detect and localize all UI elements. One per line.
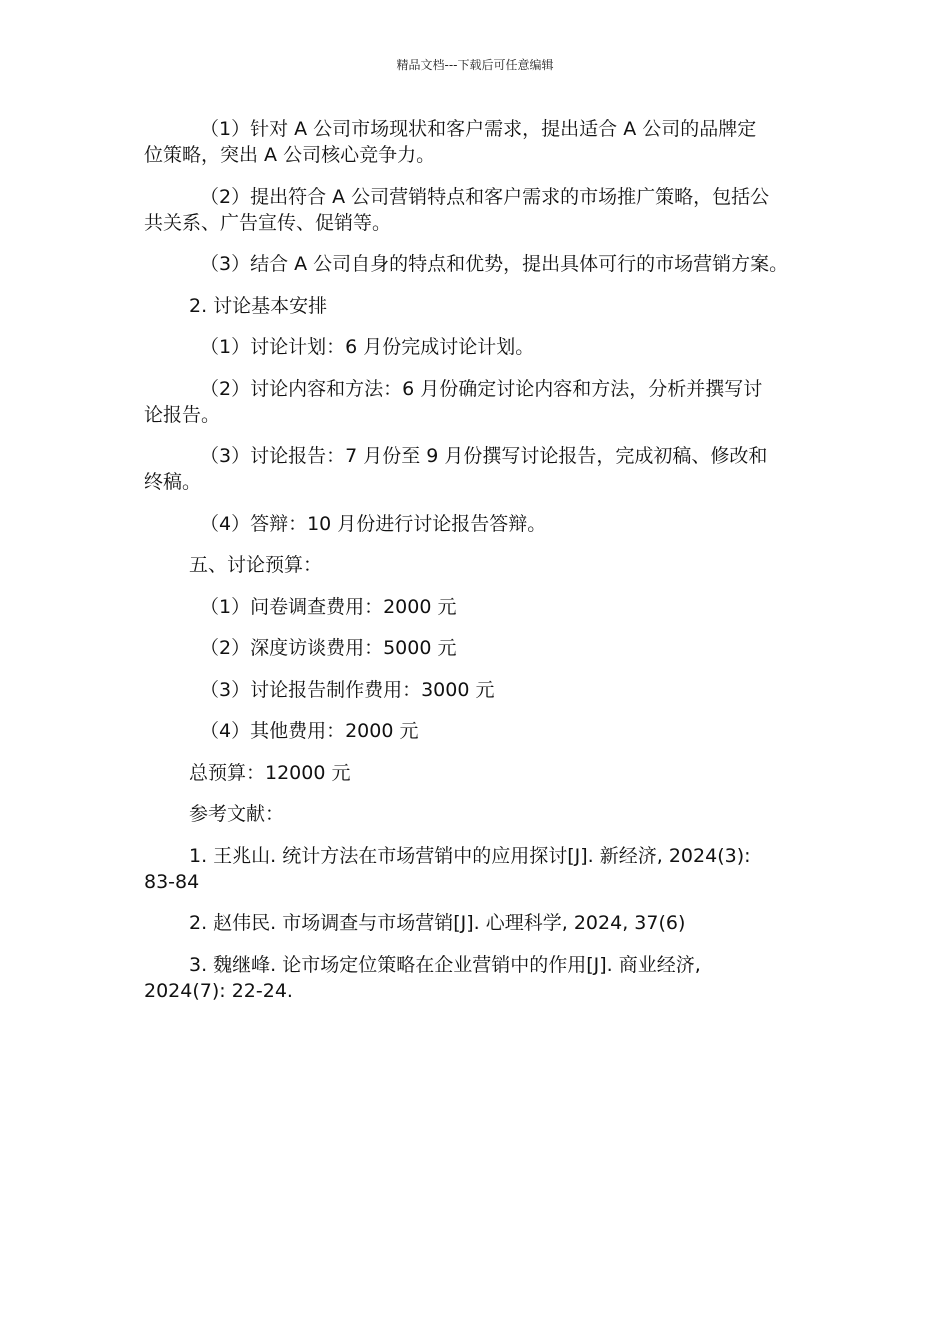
page-header: 精品文档---下载后可任意编辑 [396,58,554,72]
schedule-item-report: （3）讨论报告：7 月份至 9 月份撰写讨论报告，完成初稿、修改和 终稿。 [144,445,768,493]
section-heading-budget: 五、讨论预算： [189,554,323,576]
document-body [144,116,820,1019]
section-heading-schedule: 2. 讨论基本安排 [189,294,328,317]
budget-item-survey: （1）问卷调查费用：2000 元 [200,595,457,618]
paragraph-marketing-plan: （3）结合 A 公司自身的特点和优势，提出具体可行的市场营销方案。 [200,253,789,275]
budget-item-interview: （2）深度访谈费用：5000 元 [200,637,457,659]
budget-item-report: （3）讨论报告制作费用：3000 元 [200,678,495,701]
paragraph-promotion-strategy: （2）提出符合 A 公司营销特点和客户需求的市场推广策略，包括公 共关系、广告宣传、促销等。 [144,185,770,234]
schedule-item-defense: （4）答辩：10 月份进行讨论报告答辩。 [200,512,547,535]
schedule-item-method: （2）讨论内容和方法：6 月份确定讨论内容和方法，分析并撰写讨 论报告。 [144,377,763,426]
budget-item-other: （4）其他费用：2000 元 [200,720,419,742]
section-heading-references: 参考文献： [189,803,285,825]
paragraph-brand-positioning: （1）针对 A 公司市场现状和客户需求，提出适合 A 公司的品牌定 位策略，突出 A 公司核心竞争力。 [144,118,757,166]
budget-total: 总预算：12000 元 [189,761,351,784]
schedule-item-plan: （1）讨论计划：6 月份完成讨论计划。 [200,336,535,358]
reference-item-1: 1. 王兆山. 统计方法在市场营销中的应用探讨[J]. 新经济, 2024(3): 83-84 [144,844,751,893]
reference-item-3: 3. 魏继峰. 论市场定位策略在企业营销中的作用[J]. 商业经济, 2024(7): 22-24. [144,953,701,1002]
reference-item-2: 2. 赵伟民. 市场调查与市场营销[J]. 心理科学, 2024, 37(6) [189,912,686,934]
